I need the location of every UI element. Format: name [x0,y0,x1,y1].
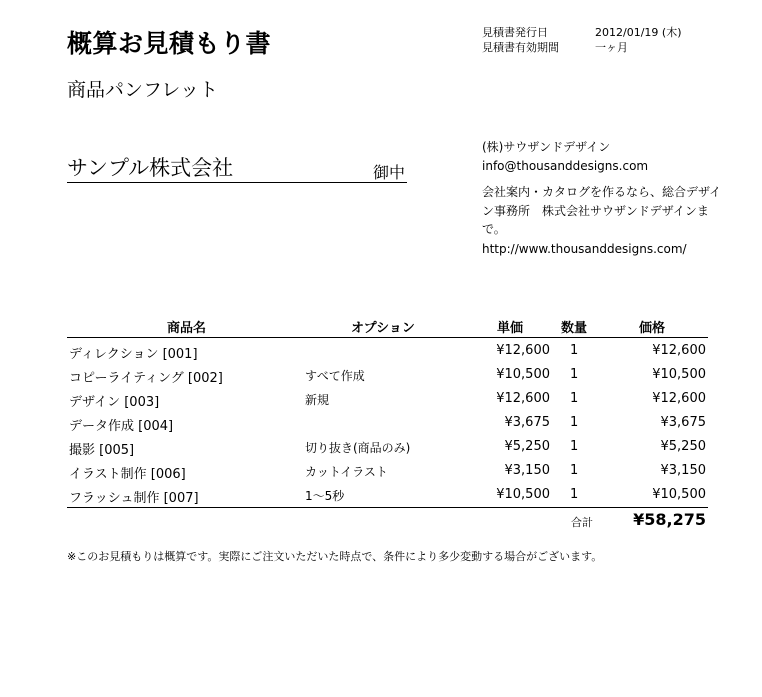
row-name: データ作成 [004] [69,419,174,434]
row-quantity: 1 [570,343,579,358]
estimate-note: ※このお見積もりは概算です。実際にご注文いただいた時点で、条件により多少変動する場合がございます。 [67,550,603,563]
issue-date-row [482,25,681,40]
row-option: すべて作成 [305,369,365,383]
issue-date-label: 見積書発行日 [482,26,548,39]
table-row [67,387,708,411]
table-row [67,435,708,459]
row-option: 新規 [305,393,330,407]
issuer-email: info@thousanddesigns.com [482,159,649,173]
row-name: ディレクション [001] [69,347,198,362]
row-option: 切り抜き(商品のみ) [305,441,411,455]
table-body [67,338,708,507]
row-name: コピーライティング [002] [69,371,223,386]
issuer-description: 会社案内・カタログを作るなら、総合デザイン事務所 株式会社サウザンドデザインまで。 [482,185,722,236]
header-price: 価格 [639,321,666,336]
header-quantity: 数量 [561,321,588,336]
table-header [67,317,708,338]
client-name: サンプル株式会社 [67,156,234,180]
total-label: 合計 [571,516,593,529]
header-name: 商品名 [167,321,207,336]
row-quantity: 1 [570,415,579,430]
issuer-block [482,138,722,259]
document-title: 概算お見積もり書 [67,29,272,58]
client-block [67,152,407,183]
table-row [67,483,708,507]
row-price: ¥10,500 [652,487,706,502]
row-unit-price: ¥12,600 [496,343,550,358]
validity-value: 一ヶ月 [595,41,628,54]
issuer-company: (株)サウザンドデザイン [482,140,611,154]
row-name: デザイン [003] [69,395,160,410]
total-row [67,508,708,534]
row-quantity: 1 [570,367,579,382]
row-name: イラスト制作 [006] [69,467,186,482]
row-price: ¥3,675 [660,415,706,430]
row-unit-price: ¥10,500 [496,487,550,502]
row-price: ¥12,600 [652,391,706,406]
header-unit-price: 単価 [497,321,524,336]
validity-label: 見積書有効期間 [482,41,559,54]
row-price: ¥3,150 [660,463,706,478]
row-name: 撮影 [005] [69,443,135,458]
row-price: ¥10,500 [652,367,706,382]
row-unit-price: ¥10,500 [496,367,550,382]
issuer-url: http://www.thousanddesigns.com/ [482,241,687,256]
row-quantity: 1 [570,439,579,454]
document-meta [482,25,681,55]
client-honorific: 御中 [372,163,405,182]
row-unit-price: ¥5,250 [504,439,550,454]
row-unit-price: ¥12,600 [496,391,550,406]
row-option: カットイラスト [305,465,388,479]
issue-date-value: 2012/01/19 (木) [595,26,682,39]
table-row [67,363,708,387]
estimate-table [67,317,708,508]
row-price: ¥5,250 [660,439,706,454]
row-quantity: 1 [570,391,579,406]
total-value: ¥58,275 [633,510,706,529]
row-unit-price: ¥3,150 [504,463,550,478]
table-row [67,339,708,363]
row-unit-price: ¥3,675 [504,415,550,430]
document-subject: 商品パンフレット [67,79,219,101]
validity-row [482,40,681,55]
header-option: オプション [351,321,415,336]
table-row [67,411,708,435]
row-quantity: 1 [570,463,579,478]
row-name: フラッシュ制作 [007] [69,491,199,506]
row-quantity: 1 [570,487,579,502]
table-row [67,459,708,483]
row-option: 1〜5秒 [305,489,345,503]
row-price: ¥12,600 [652,343,706,358]
